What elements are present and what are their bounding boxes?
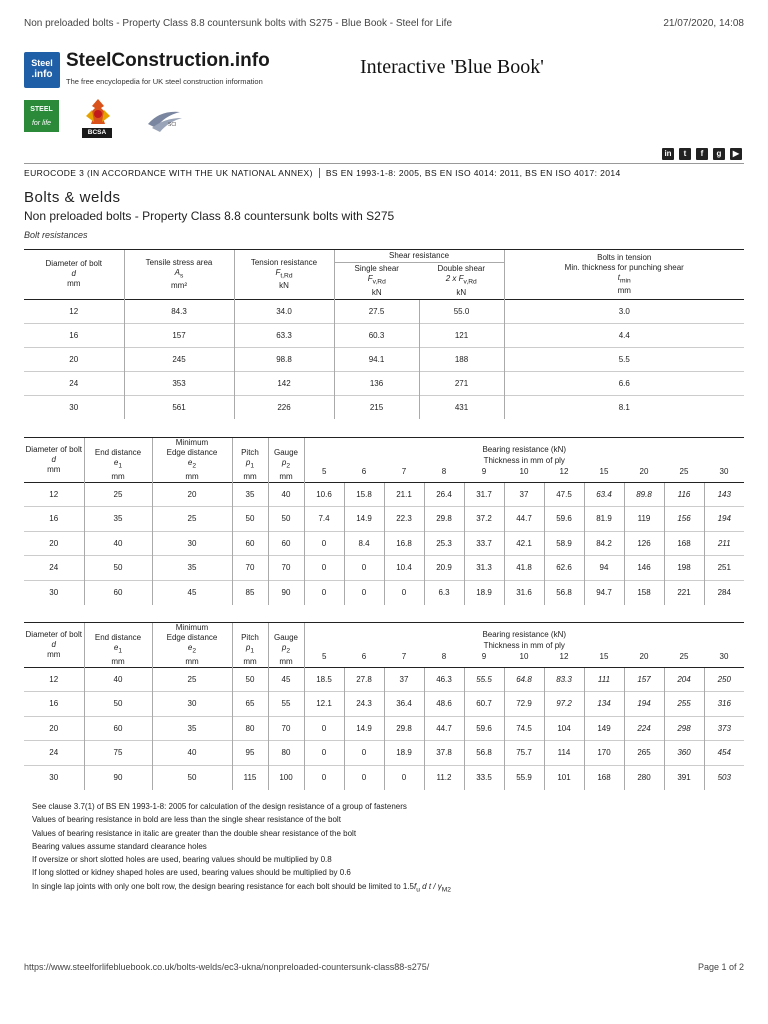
- bearing-value-cell: 44.7: [504, 507, 544, 532]
- table-cell: 35: [84, 507, 152, 532]
- table-cell: 50: [84, 692, 152, 717]
- col-thickness-value: 25: [679, 466, 689, 476]
- bearing-value-cell: 37: [504, 482, 544, 507]
- table-cell: 35: [152, 556, 232, 581]
- table-cell: 60: [84, 580, 152, 605]
- col-thickness-value: 5: [304, 466, 344, 482]
- bearing-value-cell: 316: [704, 692, 744, 717]
- table-row: [24, 741, 744, 766]
- col-diameter: Diameter of bolt d mm: [24, 438, 84, 483]
- table-cell: 50: [84, 556, 152, 581]
- bearing-value-cell: 204: [664, 667, 704, 692]
- bearing-value-cell: 59.6: [544, 507, 584, 532]
- site-logo[interactable]: [24, 52, 60, 88]
- col-thickness-value: 8: [441, 466, 447, 476]
- bearing-value-cell: 284: [704, 580, 744, 605]
- table-cell: 24: [24, 556, 84, 581]
- table-notes: [32, 800, 451, 897]
- bearing-value-cell: 63.4: [584, 482, 624, 507]
- breadcrumb: [24, 163, 744, 178]
- bearing-value-cell: 7.4: [304, 507, 344, 532]
- table-cell: 80: [232, 716, 268, 741]
- blue-book-title: Interactive 'Blue Book': [360, 56, 544, 78]
- table-cell: 30: [24, 395, 124, 419]
- col-gauge: Gauge $p_2$ mm: [268, 623, 304, 668]
- col-pitch: Pitch $p_1$ mm: [232, 623, 268, 668]
- bearing-value-cell: 55.9: [504, 765, 544, 790]
- bearing-value-cell: 0: [344, 765, 384, 790]
- col-thickness-value: 25: [679, 651, 689, 661]
- bearing-value-cell: 0: [384, 580, 424, 605]
- table-cell: 6.6: [504, 371, 744, 395]
- bearing-value-cell: 170: [584, 741, 624, 766]
- table-cell: 115: [232, 765, 268, 790]
- table-cell: 95: [232, 741, 268, 766]
- bolt-resistance-table: [24, 249, 744, 419]
- bearing-value-cell: 391: [664, 765, 704, 790]
- bearing-value-cell: 0: [384, 765, 424, 790]
- bearing-value-cell: 16.8: [384, 531, 424, 556]
- bearing-value-cell: 280: [624, 765, 664, 790]
- bearing-value-cell: 25.3: [424, 531, 464, 556]
- col-edge-distance: Minimum Edge distance $e_2$ mm: [152, 438, 232, 483]
- col-thickness-value: 30: [719, 651, 729, 661]
- col-thickness-value: 5: [304, 651, 344, 667]
- bearing-value-cell: 0: [344, 556, 384, 581]
- facebook-icon[interactable]: f: [696, 148, 708, 160]
- col-tension: Tension resistance $F_{t,Rd}$ kN: [234, 250, 334, 300]
- table-cell: 50: [232, 667, 268, 692]
- table-cell: 24: [24, 741, 84, 766]
- logo-line-1: Steel: [31, 58, 53, 68]
- bearing-value-cell: 64.8: [504, 667, 544, 692]
- bearing-value-cell: 116: [664, 482, 704, 507]
- bearing-value-cell: 149: [584, 716, 624, 741]
- col-thickness-value: 10: [519, 466, 529, 476]
- col-bearing: Bearing resistance (kN): [304, 438, 744, 456]
- table-row: [24, 507, 744, 532]
- table-cell: 85: [232, 580, 268, 605]
- bearing-value-cell: 37.8: [424, 741, 464, 766]
- table-cell: 12: [24, 482, 84, 507]
- col-thickness-value: 7: [401, 466, 407, 476]
- col-end-distance: End distance $e_1$ mm: [84, 623, 152, 668]
- logo-line-2: .info: [31, 69, 53, 80]
- bearing-value-cell: 58.9: [544, 531, 584, 556]
- table-cell: 98.8: [234, 347, 334, 371]
- note-item: If oversize or short slotted holes are used, bearing values should be multiplied by 0.8: [32, 855, 332, 865]
- table-cell: 30: [152, 531, 232, 556]
- bearing-value-cell: 158: [624, 580, 664, 605]
- note-item: See clause 3.7(1) of BS EN 1993-1-8: 2005 for calculation of the design resistance of a group of fasteners: [32, 802, 407, 811]
- bearing-value-cell: 10.4: [384, 556, 424, 581]
- table-cell: 60: [268, 531, 304, 556]
- table-cell: 226: [234, 395, 334, 419]
- table-row: [24, 765, 744, 790]
- bearing-value-cell: 75.7: [504, 741, 544, 766]
- social-links: [662, 148, 742, 160]
- bearing-value-cell: 14.9: [344, 716, 384, 741]
- bearing-value-cell: 18.9: [384, 741, 424, 766]
- table-cell: 157: [124, 323, 234, 347]
- table-cell: 16: [24, 692, 84, 717]
- bearing-value-cell: 211: [704, 531, 744, 556]
- table-cell: 35: [152, 716, 232, 741]
- bearing-value-cell: 27.8: [344, 667, 384, 692]
- bearing-value-cell: 143: [704, 482, 744, 507]
- table-caption: Bolt resistances: [24, 230, 88, 240]
- table-cell: 136: [334, 371, 419, 395]
- bearing-value-cell: 194: [624, 692, 664, 717]
- table-cell: 20: [24, 716, 84, 741]
- table-row: [24, 347, 744, 371]
- table-cell: 80: [268, 741, 304, 766]
- table-cell: 40: [152, 741, 232, 766]
- bearing-value-cell: 56.8: [544, 580, 584, 605]
- bearing-value-cell: 42.1: [504, 531, 544, 556]
- bearing-value-cell: 0: [304, 531, 344, 556]
- table-row: [24, 323, 744, 347]
- bearing-value-cell: 168: [664, 531, 704, 556]
- print-footer: [24, 962, 744, 972]
- table-cell: 90: [268, 580, 304, 605]
- bearing-value-cell: 111: [584, 667, 624, 692]
- bcsa-label: BCSA: [82, 128, 112, 138]
- svg-text:SCI: SCI: [168, 122, 177, 128]
- breadcrumb-eurocode[interactable]: EUROCODE 3 (IN ACCORDANCE WITH THE UK NATIONAL ANNEX): [24, 168, 313, 178]
- bearing-value-cell: 83.3: [544, 667, 584, 692]
- bearing-value-cell: 47.5: [544, 482, 584, 507]
- col-thickness-value: 12: [559, 651, 569, 661]
- bearing-value-cell: 81.9: [584, 507, 624, 532]
- table-cell: 70: [268, 556, 304, 581]
- col-end-distance: End distance $e_1$ mm: [84, 438, 152, 483]
- linkedin-icon[interactable]: in: [662, 148, 674, 160]
- col-shear: Shear resistance: [334, 250, 504, 263]
- partner-logos: [24, 100, 224, 140]
- table-cell: 353: [124, 371, 234, 395]
- table-cell: 45: [268, 667, 304, 692]
- bearing-value-cell: 0: [304, 765, 344, 790]
- bearing-value-cell: 156: [664, 507, 704, 532]
- bearing-value-cell: 46.3: [424, 667, 464, 692]
- youtube-icon[interactable]: ▶: [730, 148, 742, 160]
- table-cell: 65: [232, 692, 268, 717]
- twitter-icon[interactable]: t: [679, 148, 691, 160]
- bearing-value-cell: 298: [664, 716, 704, 741]
- table-cell: 188: [419, 347, 504, 371]
- col-thickness-value: 7: [401, 651, 407, 661]
- col-thickness: Thickness in mm of ply: [304, 455, 744, 466]
- bearing-value-cell: 41.8: [504, 556, 544, 581]
- table-cell: 55: [268, 692, 304, 717]
- bearing-value-cell: 0: [344, 741, 384, 766]
- table-cell: 70: [268, 716, 304, 741]
- table-cell: 271: [419, 371, 504, 395]
- bearing-value-cell: 8.4: [344, 531, 384, 556]
- table-cell: 40: [84, 531, 152, 556]
- site-name-link[interactable]: SteelConstruction.info: [66, 50, 270, 71]
- bearing-value-cell: 198: [664, 556, 704, 581]
- sci-logo-icon[interactable]: [142, 106, 186, 136]
- bearing-value-cell: 18.5: [304, 667, 344, 692]
- bearing-value-cell: 89.8: [624, 482, 664, 507]
- breadcrumb-standards: BS EN 1993-1-8: 2005, BS EN ISO 4014: 2011, BS EN ISO 4017: 2014: [325, 168, 621, 178]
- table-cell: 50: [152, 765, 232, 790]
- section-title: Bolts & welds: [24, 189, 121, 206]
- table-row: [24, 692, 744, 717]
- print-datetime: 21/07/2020, 14:08: [663, 18, 744, 29]
- bearing-value-cell: 10.6: [304, 482, 344, 507]
- bearing-value-cell: 31.6: [504, 580, 544, 605]
- print-header: [24, 18, 744, 29]
- table-cell: 24: [24, 371, 124, 395]
- steel-for-life-logo[interactable]: STEEL for life: [24, 100, 59, 132]
- table-cell: 34.0: [234, 299, 334, 323]
- bearing-value-cell: 22.3: [384, 507, 424, 532]
- site-header: [24, 50, 744, 100]
- table-cell: 63.3: [234, 323, 334, 347]
- table-row: [24, 371, 744, 395]
- bearing-value-cell: 224: [624, 716, 664, 741]
- bearing-value-cell: 168: [584, 765, 624, 790]
- table-cell: 35: [232, 482, 268, 507]
- bearing-value-cell: 33.7: [464, 531, 504, 556]
- bearing-value-cell: 94: [584, 556, 624, 581]
- table-cell: 8.1: [504, 395, 744, 419]
- table-cell: 4.4: [504, 323, 744, 347]
- col-thickness-value: 15: [599, 651, 609, 661]
- col-thickness-value: 30: [719, 466, 729, 476]
- bearing-value-cell: 12.1: [304, 692, 344, 717]
- col-tensile-area: Tensile stress area $A_s$ mm²: [124, 250, 234, 300]
- bearing-value-cell: 60.7: [464, 692, 504, 717]
- table-cell: 20: [24, 347, 124, 371]
- table-cell: 25: [84, 482, 152, 507]
- table-row: [24, 556, 744, 581]
- table-cell: 60: [84, 716, 152, 741]
- bearing-value-cell: 29.8: [384, 716, 424, 741]
- col-thickness-value: 6: [361, 651, 367, 661]
- col-thickness-value: 9: [481, 651, 487, 661]
- bearing-value-cell: 0: [344, 580, 384, 605]
- bearing-value-cell: 94.7: [584, 580, 624, 605]
- bearing-value-cell: 104: [544, 716, 584, 741]
- table-row: [24, 531, 744, 556]
- breadcrumb-separator: [319, 168, 320, 178]
- bearing-value-cell: 194: [704, 507, 744, 532]
- col-thickness-value: 6: [361, 466, 367, 476]
- table-cell: 75: [84, 741, 152, 766]
- table-cell: 55.0: [419, 299, 504, 323]
- bearing-value-cell: 503: [704, 765, 744, 790]
- page-title: Non preloaded bolts - Property Class 8.8 countersunk bolts with S275: [24, 209, 395, 223]
- bearing-value-cell: 360: [664, 741, 704, 766]
- table-cell: 121: [419, 323, 504, 347]
- bearing-value-cell: 119: [624, 507, 664, 532]
- col-diameter: Diameter of bolt d mm: [24, 623, 84, 668]
- bearing-value-cell: 55.5: [464, 667, 504, 692]
- bearing-value-cell: 24.3: [344, 692, 384, 717]
- bearing-value-cell: 0: [304, 741, 344, 766]
- bearing-value-cell: 0: [304, 580, 344, 605]
- col-gauge: Gauge $p_2$ mm: [268, 438, 304, 483]
- table-cell: 25: [152, 507, 232, 532]
- bearing-value-cell: 14.9: [344, 507, 384, 532]
- note-item: Bearing values assume standard clearance holes: [32, 841, 207, 851]
- note-item: Values of bearing resistance in bold are less than the single shear resistance of the bolt: [32, 815, 341, 825]
- bearing-value-cell: 26.4: [424, 482, 464, 507]
- bearing-value-cell: 44.7: [424, 716, 464, 741]
- bearing-value-cell: 114: [544, 741, 584, 766]
- col-single-shear: Single shear $F_{v,Rd}$ kN: [334, 263, 419, 300]
- bearing-value-cell: 157: [624, 667, 664, 692]
- table-row: [24, 482, 744, 507]
- table-cell: 431: [419, 395, 504, 419]
- table-cell: 12: [24, 299, 124, 323]
- bearing-value-cell: 72.9: [504, 692, 544, 717]
- bearing-value-cell: 33.5: [464, 765, 504, 790]
- col-thickness-value: 15: [599, 466, 609, 476]
- bearing-resistance-table-1: [24, 437, 744, 605]
- col-diameter: Diameter of bolt d mm: [24, 250, 124, 300]
- bearing-value-cell: 255: [664, 692, 704, 717]
- bearing-value-cell: 0: [304, 556, 344, 581]
- note-item-last: In single lap joints with only one bolt row, the design bearing resistance for each bolt should be limited to $1.5f_u$ d t / $\gamma_{M2}$: [32, 881, 451, 894]
- table-cell: 60: [232, 531, 268, 556]
- table-cell: 25: [152, 667, 232, 692]
- bearing-value-cell: 21.1: [384, 482, 424, 507]
- table-cell: 60.3: [334, 323, 419, 347]
- bearing-value-cell: 20.9: [424, 556, 464, 581]
- note-item: Values of bearing resistance in italic are greater than the double shear resistance of the bolt: [32, 828, 357, 838]
- bearing-value-cell: 36.4: [384, 692, 424, 717]
- table-cell: 16: [24, 323, 124, 347]
- print-title: Non preloaded bolts - Property Class 8.8 countersunk bolts with S275 - Blue Book - Steel for Life: [24, 18, 453, 29]
- table-cell: 245: [124, 347, 234, 371]
- col-double-shear: Double shear 2 x $F_{v,Rd}$ kN: [437, 264, 486, 297]
- table-cell: 40: [84, 667, 152, 692]
- bearing-value-cell: 0: [304, 716, 344, 741]
- table-cell: 20: [152, 482, 232, 507]
- table-cell: 142: [234, 371, 334, 395]
- bearing-value-cell: 6.3: [424, 580, 464, 605]
- bearing-value-cell: 15.8: [344, 482, 384, 507]
- table-cell: 90: [84, 765, 152, 790]
- table-row: [24, 580, 744, 605]
- col-thickness-value: 20: [639, 651, 649, 661]
- table-row: [24, 395, 744, 419]
- table-cell: 12: [24, 667, 84, 692]
- table-cell: 94.1: [334, 347, 419, 371]
- col-thickness-value: 8: [441, 651, 447, 661]
- table-cell: 70: [232, 556, 268, 581]
- bearing-value-cell: 37.2: [464, 507, 504, 532]
- col-thickness-value: 9: [481, 466, 487, 476]
- table-row: [24, 299, 744, 323]
- table-row: [24, 716, 744, 741]
- col-bearing: Bearing resistance (kN): [304, 623, 744, 641]
- table-cell: 30: [24, 580, 84, 605]
- bearing-value-cell: 84.2: [584, 531, 624, 556]
- bearing-value-cell: 74.5: [504, 716, 544, 741]
- bearing-value-cell: 11.2: [424, 765, 464, 790]
- bearing-value-cell: 221: [664, 580, 704, 605]
- bearing-value-cell: 250: [704, 667, 744, 692]
- table-cell: 30: [152, 692, 232, 717]
- bearing-value-cell: 56.8: [464, 741, 504, 766]
- table-cell: 45: [152, 580, 232, 605]
- table-cell: 5.5: [504, 347, 744, 371]
- page-number: Page 1 of 2: [697, 962, 744, 972]
- bearing-value-cell: 454: [704, 741, 744, 766]
- table-cell: 50: [268, 507, 304, 532]
- bearing-value-cell: 146: [624, 556, 664, 581]
- bearing-value-cell: 18.9: [464, 580, 504, 605]
- table-cell: 100: [268, 765, 304, 790]
- bearing-value-cell: 62.6: [544, 556, 584, 581]
- table-row: [24, 667, 744, 692]
- table-cell: 16: [24, 507, 84, 532]
- bearing-resistance-table-2: [24, 622, 744, 790]
- table-cell: 27.5: [334, 299, 419, 323]
- table-cell: 215: [334, 395, 419, 419]
- table-cell: 3.0: [504, 299, 744, 323]
- table-cell: 40: [268, 482, 304, 507]
- site-tagline: The free encyclopedia for UK steel construction information: [66, 77, 263, 86]
- bearing-value-cell: 265: [624, 741, 664, 766]
- table-cell: 561: [124, 395, 234, 419]
- bearing-value-cell: 101: [544, 765, 584, 790]
- col-edge-distance: Minimum Edge distance $e_2$ mm: [152, 623, 232, 668]
- google-plus-icon[interactable]: g: [713, 148, 725, 160]
- col-thickness-value: 12: [559, 466, 569, 476]
- print-url: https://www.steelforlifebluebook.co.uk/bolts-welds/ec3-ukna/nonpreloaded-countersunk-class88-s275/: [24, 962, 430, 972]
- col-thickness: Thickness in mm of ply: [304, 640, 744, 651]
- col-thickness-value: 10: [519, 651, 529, 661]
- bearing-value-cell: 126: [624, 531, 664, 556]
- table-cell: 84.3: [124, 299, 234, 323]
- table-cell: 50: [232, 507, 268, 532]
- bearing-value-cell: 134: [584, 692, 624, 717]
- bearing-value-cell: 31.7: [464, 482, 504, 507]
- bearing-value-cell: 251: [704, 556, 744, 581]
- table-cell: 30: [24, 765, 84, 790]
- bearing-value-cell: 31.3: [464, 556, 504, 581]
- bearing-value-cell: 59.6: [464, 716, 504, 741]
- table-cell: 20: [24, 531, 84, 556]
- bearing-value-cell: 97.2: [544, 692, 584, 717]
- bearing-value-cell: 48.6: [424, 692, 464, 717]
- bearing-value-cell: 373: [704, 716, 744, 741]
- col-pitch: Pitch $p_1$ mm: [232, 438, 268, 483]
- col-bolts-tension: Bolts in tension Min. thickness for punching shear $t_{min}$ mm: [504, 250, 744, 300]
- bearing-value-cell: 29.8: [424, 507, 464, 532]
- bearing-value-cell: 37: [384, 667, 424, 692]
- note-item: If long slotted or kidney shaped holes are used, bearing values should be multiplied by 0.6: [32, 868, 351, 878]
- col-thickness-value: 20: [639, 466, 649, 476]
